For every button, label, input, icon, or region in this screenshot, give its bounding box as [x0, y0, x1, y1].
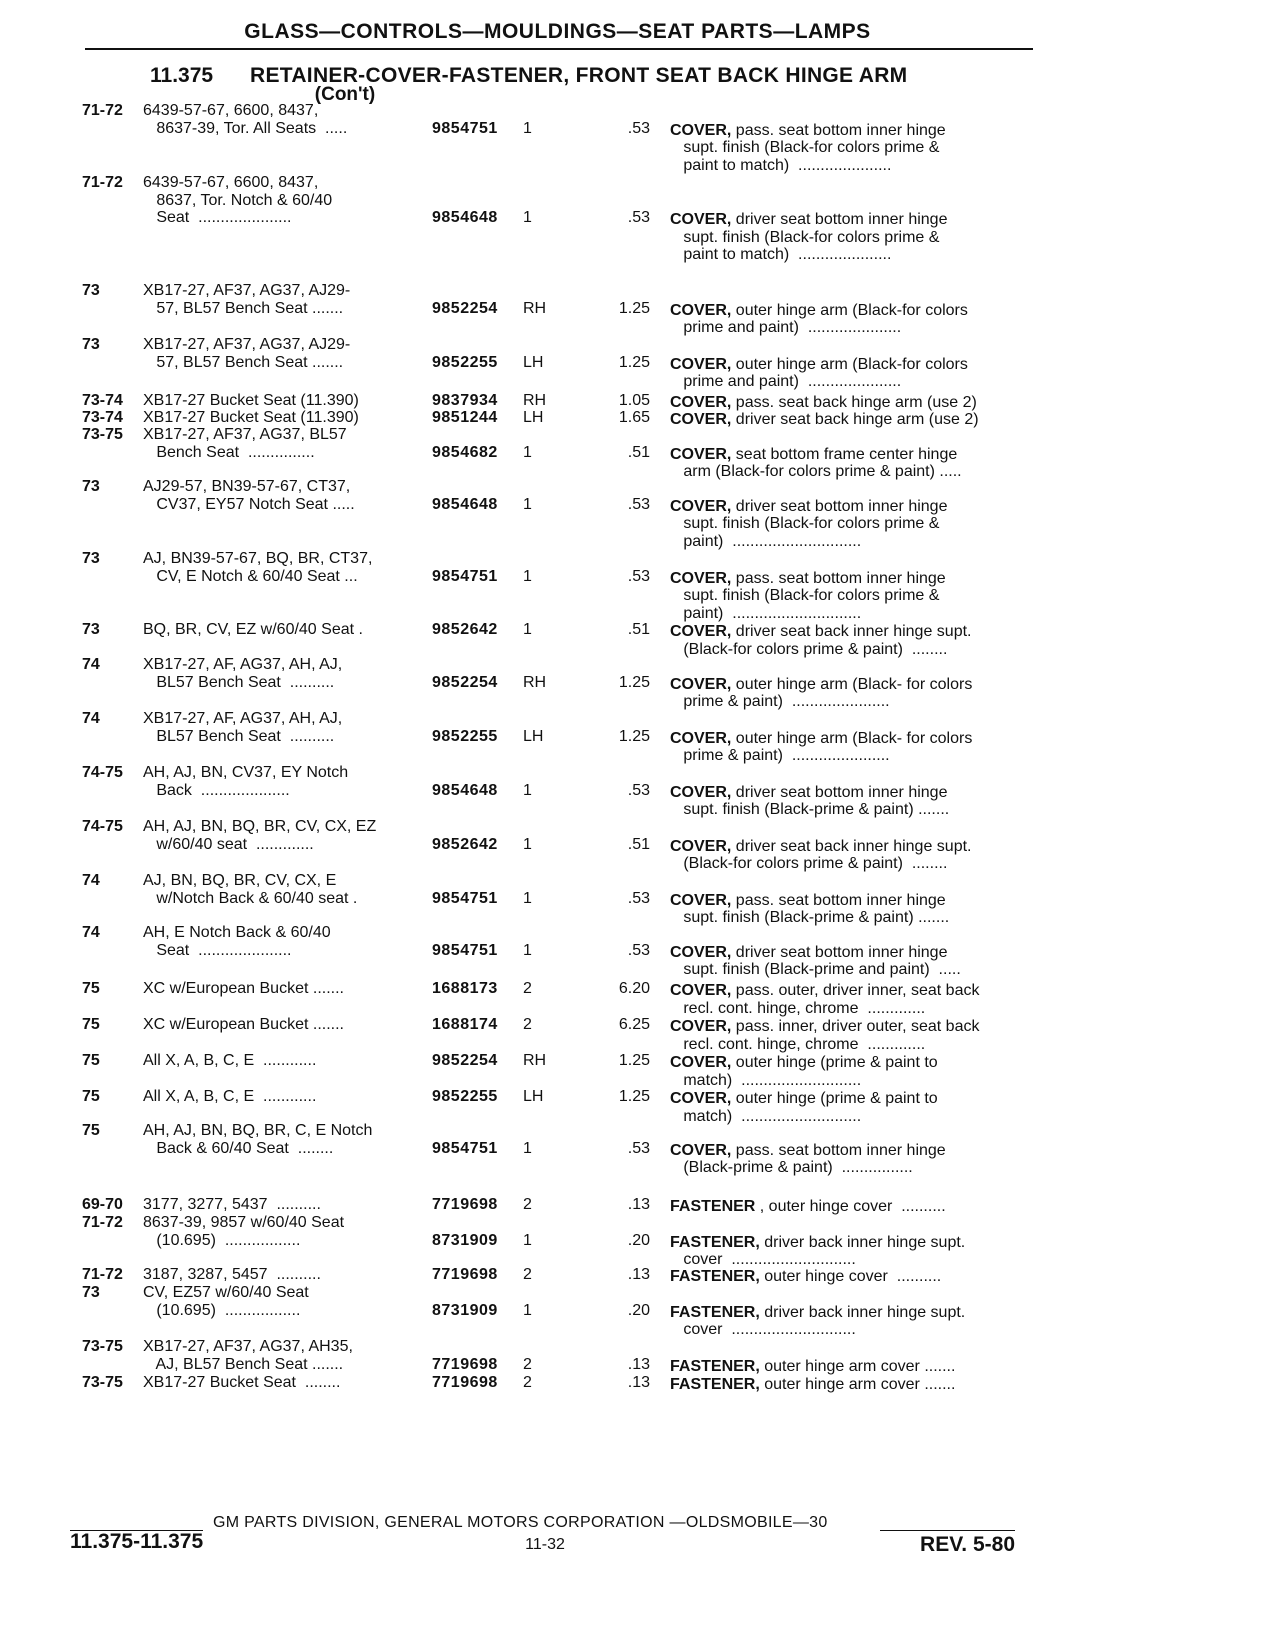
entry-description — [670, 838, 1028, 873]
entry-description — [670, 498, 1028, 551]
entry-part-number: 9852254 — [432, 299, 498, 317]
entry-part-number: 9854751 — [432, 889, 498, 907]
entry-part-number: 9854751 — [432, 119, 498, 137]
entry-model: XB17-27, AF37, AG37, AJ29- 57, BL57 Bench Seat ....... — [143, 282, 351, 317]
entry-model: XC w/European Bucket ....... — [143, 980, 344, 997]
entry-part-number: 9852642 — [432, 621, 498, 638]
entry-quantity: 1 — [523, 567, 532, 585]
entry-description-keyword: COVER, — [670, 1054, 732, 1071]
entry-price: .51 — [627, 443, 650, 461]
entry-quantity: 2 — [523, 1374, 532, 1391]
entry-price: .53 — [627, 941, 650, 959]
entry-model: XB17-27, AF37, AG37, BL57 Bench Seat ............... — [143, 426, 347, 461]
entry-part-number: 8731909 — [432, 1231, 498, 1249]
entry-part-number: 9852255 — [432, 1088, 498, 1105]
entry-price: .53 — [627, 567, 650, 585]
entry-description-keyword: FASTENER, — [670, 1233, 760, 1251]
footer-section-range: 11.375-11.375 — [70, 1530, 204, 1553]
entry-year: 73-74 — [82, 392, 123, 409]
entry-description — [670, 623, 1028, 658]
entry-quantity: RH — [523, 392, 547, 409]
entry-part-number: 1688173 — [432, 980, 498, 997]
entry-model: All X, A, B, C, E ............ — [143, 1088, 317, 1105]
entry-quantity: LH — [523, 409, 544, 426]
entry-description — [670, 1268, 1028, 1286]
entry-model: AJ, BN, BQ, BR, CV, CX, E w/Notch Back & 60/40 seat . — [143, 872, 358, 907]
entry-description-text: pass. outer, driver inner, seat back recl. cont. hinge, chrome ............. — [683, 982, 980, 1017]
entry-model: XB17-27 Bucket Seat (11.390) — [143, 409, 359, 426]
entry-model: AH, E Notch Back & 60/40 Seat ..................... — [143, 924, 331, 959]
entry-description-keyword: COVER, — [670, 1141, 732, 1159]
page-header-title: GLASS—CONTROLS—MOULDINGS—SEAT PARTS—LAMPS — [244, 20, 871, 43]
entry-description — [670, 411, 1028, 429]
entry-part-number: 9852255 — [432, 353, 498, 371]
entry-quantity: LH — [523, 353, 544, 371]
entry-part-number: 9837934 — [432, 392, 498, 409]
entry-description-text: outer hinge (prime & paint to match) ........................... — [683, 1090, 938, 1125]
entry-quantity: 2 — [523, 1266, 532, 1283]
entry-description-text: seat bottom frame center hinge arm (Black-for colors prime & paint) ..... — [683, 445, 962, 480]
entry-price: 6.25 — [618, 1016, 650, 1033]
entry-description-keyword: COVER, — [670, 943, 732, 961]
footer-revision: REV. 5-80 — [920, 1533, 1015, 1556]
entry-quantity: 1 — [523, 209, 532, 226]
entry-year: 73-75 — [82, 1338, 123, 1355]
entry-part-number: 9852642 — [432, 835, 498, 853]
entry-part-number: 9854751 — [432, 941, 498, 959]
entry-description-keyword: COVER, — [670, 675, 732, 693]
entry-description-keyword: FASTENER, — [670, 1376, 760, 1393]
entry-year: 74-75 — [82, 764, 123, 781]
entry-description-keyword: FASTENER, — [670, 1357, 760, 1375]
entry-year: 71-72 — [82, 174, 123, 191]
entry-year: 73 — [82, 621, 100, 638]
entry-model: AJ29-57, BN39-57-67, CT37, CV37, EY57 Notch Seat ..... — [143, 478, 355, 513]
entry-year: 69-70 — [82, 1196, 123, 1213]
entry-price: 1.25 — [618, 1052, 650, 1069]
entry-quantity: LH — [523, 727, 544, 745]
entry-quantity: 1 — [523, 1139, 532, 1157]
entry-description — [670, 730, 1028, 765]
entry-year: 74 — [82, 656, 100, 673]
entry-description-text: , outer hinge cover .......... — [755, 1198, 946, 1215]
entry-description-text: driver back inner hinge supt. cover ............................ — [683, 1233, 966, 1268]
entry-year: 73 — [82, 1284, 100, 1301]
entry-description-text: pass. seat bottom inner hinge (Black-prime & paint) ................ — [683, 1141, 946, 1176]
entry-price: 6.20 — [618, 980, 650, 997]
entry-year: 75 — [82, 1052, 100, 1069]
entry-quantity: 1 — [523, 1231, 532, 1249]
entry-part-number: 9854648 — [432, 495, 498, 513]
entry-year: 75 — [82, 1016, 100, 1033]
entry-price: .13 — [627, 1355, 650, 1373]
entry-model: 8637-39, 9857 w/60/40 Seat (10.695) ................. — [143, 1214, 345, 1249]
entry-year: 75 — [82, 980, 100, 997]
entry-description — [670, 1142, 1028, 1177]
entry-description — [670, 302, 1028, 337]
entry-year: 73-74 — [82, 409, 123, 426]
entry-description-text: driver seat bottom inner hinge supt. finish (Black-prime and paint) ..... — [683, 943, 961, 978]
entry-quantity: 2 — [523, 1196, 532, 1213]
entry-price: 1.65 — [618, 409, 650, 426]
entry-description — [670, 1376, 1028, 1394]
entry-part-number: 9854648 — [432, 209, 498, 226]
entry-description-keyword: FASTENER, — [670, 1303, 760, 1321]
entry-model: XB17-27 Bucket Seat ........ — [143, 1374, 341, 1391]
entry-description-text: driver seat bottom inner hinge supt. finish (Black-prime & paint) ....... — [683, 783, 950, 818]
entry-description-text: outer hinge arm cover ....... — [759, 1376, 956, 1393]
entry-part-number: 8731909 — [432, 1301, 498, 1319]
entry-description-keyword: COVER, — [670, 355, 732, 373]
entry-description-keyword: COVER, — [670, 121, 732, 139]
entry-quantity: 1 — [523, 119, 532, 137]
entry-part-number: 7719698 — [432, 1196, 498, 1213]
entry-quantity: 1 — [523, 1301, 532, 1319]
entry-quantity: 2 — [523, 1355, 532, 1373]
entry-description-text: outer hinge arm (Black- for colors prime & paint) ...................... — [683, 729, 973, 764]
entry-quantity: 2 — [523, 1016, 532, 1033]
entry-description-keyword: COVER, — [670, 729, 732, 747]
entry-description-text: driver back inner hinge supt. cover ............................ — [683, 1303, 966, 1338]
entry-price: .13 — [627, 1266, 650, 1283]
entry-description-text: driver seat bottom inner hinge supt. finish (Black-for colors prime & paint) ............................. — [683, 497, 948, 550]
header-rule — [85, 48, 1033, 50]
entry-model: 3187, 3287, 5457 .......... — [143, 1266, 321, 1283]
entry-description-text: outer hinge arm cover ....... — [759, 1357, 956, 1375]
footer-page-number: 11-32 — [525, 1536, 565, 1553]
entry-year: 74 — [82, 924, 100, 941]
entry-price: 1.05 — [618, 392, 650, 409]
entry-description — [670, 356, 1028, 391]
entry-year: 73 — [82, 550, 100, 567]
entry-price: 1.25 — [618, 299, 650, 317]
entry-model: AH, AJ, BN, BQ, BR, CV, CX, EZ w/60/40 seat ............. — [143, 818, 377, 853]
entry-part-number: 7719698 — [432, 1355, 498, 1373]
entry-description-text: driver seat back inner hinge supt. (Black-for colors prime & paint) ........ — [683, 837, 972, 872]
entry-year: 73 — [82, 282, 100, 299]
entry-description — [670, 122, 1028, 175]
entry-year: 71-72 — [82, 1214, 123, 1231]
entry-model: CV, EZ57 w/60/40 Seat (10.695) ................. — [143, 1284, 309, 1319]
entry-year: 73 — [82, 336, 100, 353]
entry-part-number: 1688174 — [432, 1016, 498, 1033]
entry-description — [670, 1304, 1028, 1339]
entry-description-keyword: FASTENER, — [670, 1268, 760, 1285]
entry-description-text: pass. seat back hinge arm (use 2) — [731, 394, 977, 411]
entry-model: AH, AJ, BN, BQ, BR, C, E Notch Back & 60/40 Seat ........ — [143, 1122, 373, 1157]
entry-quantity: 1 — [523, 941, 532, 959]
entry-model: 6439-57-67, 6600, 8437, 8637, Tor. Notch & 60/40 Seat ..................... — [143, 174, 333, 226]
entry-model: AH, AJ, BN, CV37, EY Notch Back .................... — [143, 764, 349, 799]
footer-rule-right — [880, 1530, 1015, 1531]
entry-description-text: driver seat back hinge arm (use 2) — [731, 411, 979, 428]
footer-publisher: GM PARTS DIVISION, GENERAL MOTORS CORPORATION —OLDSMOBILE—30 — [213, 1514, 828, 1531]
entry-year: 74 — [82, 872, 100, 889]
entry-description — [670, 446, 1028, 481]
entry-model: 3177, 3277, 5437 .......... — [143, 1196, 321, 1213]
entry-price: 1.25 — [618, 353, 650, 371]
entry-description-text: driver seat back inner hinge supt. (Black-for colors prime & paint) ........ — [683, 623, 972, 658]
entry-quantity: 2 — [523, 980, 532, 997]
entry-quantity: 1 — [523, 495, 532, 513]
entry-model: XB17-27, AF37, AG37, AH35, AJ, BL57 Bench Seat ....... — [143, 1338, 353, 1373]
entry-description — [670, 1198, 1028, 1216]
entry-price: .13 — [627, 1374, 650, 1391]
entry-description — [670, 784, 1028, 819]
entry-model: All X, A, B, C, E ............ — [143, 1052, 317, 1069]
entry-description — [670, 211, 1028, 264]
entry-price: .53 — [627, 209, 650, 226]
entry-description-text: driver seat bottom inner hinge supt. finish (Black-for colors prime & paint to match) ..................... — [683, 211, 948, 263]
entry-description — [670, 1090, 1028, 1125]
entry-price: .53 — [627, 1139, 650, 1157]
entry-description-text: pass. seat bottom inner hinge supt. finish (Black-prime & paint) ....... — [683, 891, 950, 926]
entry-part-number: 9854751 — [432, 567, 498, 585]
entry-price: 1.25 — [618, 1088, 650, 1105]
entry-description-keyword: COVER, — [670, 411, 732, 428]
entry-part-number: 7719698 — [432, 1266, 498, 1283]
entry-year: 73-75 — [82, 1374, 123, 1391]
entry-description-text: outer hinge arm (Black-for colors prime and paint) ..................... — [683, 355, 968, 390]
entry-part-number: 7719698 — [432, 1374, 498, 1391]
section-subtitle: (Con't) — [314, 84, 376, 105]
entry-description — [670, 570, 1028, 623]
entry-year: 75 — [82, 1122, 100, 1139]
entry-price: .13 — [627, 1196, 650, 1213]
entry-price: .20 — [627, 1231, 650, 1249]
entry-description-keyword: COVER, — [670, 211, 732, 228]
entry-price: .20 — [627, 1301, 650, 1319]
entry-description-keyword: COVER, — [670, 623, 732, 640]
entry-model: XB17-27, AF, AG37, AH, AJ, BL57 Bench Seat .......... — [143, 656, 343, 691]
entry-description-keyword: COVER, — [670, 1090, 732, 1107]
entry-quantity: 1 — [523, 889, 532, 907]
entry-description-text: outer hinge (prime & paint to match) ........................... — [683, 1054, 938, 1089]
entry-description-keyword: COVER, — [670, 783, 732, 801]
entry-model: AJ, BN39-57-67, BQ, BR, CT37, CV, E Notch & 60/40 Seat ... — [143, 550, 373, 585]
entry-description-keyword: COVER, — [670, 982, 732, 999]
entry-description-keyword: COVER, — [670, 837, 732, 855]
entry-description-keyword: COVER, — [670, 497, 732, 515]
entry-description-text: pass. inner, driver outer, seat back recl. cont. hinge, chrome ............. — [683, 1018, 980, 1053]
entry-model: XB17-27, AF37, AG37, AJ29- 57, BL57 Bench Seat ....... — [143, 336, 351, 371]
entry-description-text: pass. seat bottom inner hinge supt. finish (Black-for colors prime & paint) ............................. — [683, 569, 946, 622]
entry-quantity: 1 — [523, 781, 532, 799]
entry-description-keyword: COVER, — [670, 569, 732, 587]
entry-price: .53 — [627, 781, 650, 799]
section-number: 11.375 — [150, 64, 214, 87]
entry-price: 1.25 — [618, 727, 650, 745]
entry-quantity: RH — [523, 299, 547, 317]
entry-description — [670, 676, 1028, 711]
entry-description-text: pass. seat bottom inner hinge supt. finish (Black-for colors prime & paint to match) ..................... — [683, 121, 946, 174]
entry-price: 1.25 — [618, 673, 650, 691]
entry-quantity: 1 — [523, 621, 532, 638]
entry-price: .51 — [627, 621, 650, 638]
entry-description-text: outer hinge arm (Black- for colors prime & paint) ...................... — [683, 675, 973, 710]
entry-price: .51 — [627, 835, 650, 853]
entry-description-text: outer hinge arm (Black-for colors prime and paint) ..................... — [683, 301, 968, 336]
entry-model: 6439-57-67, 6600, 8437, 8637-39, Tor. All Seats ..... — [143, 102, 348, 137]
entry-part-number: 9854751 — [432, 1139, 498, 1157]
entry-description — [670, 1234, 1028, 1269]
entry-quantity: RH — [523, 673, 547, 691]
entry-part-number: 9854682 — [432, 443, 498, 461]
entry-description-keyword: COVER, — [670, 445, 732, 463]
entry-description — [670, 1358, 1028, 1376]
entry-description-keyword: COVER, — [670, 891, 732, 909]
entry-price: .53 — [627, 119, 650, 137]
entry-part-number: 9852254 — [432, 673, 498, 691]
entry-year: 71-72 — [82, 102, 123, 119]
section-title: RETAINER-COVER-FASTENER, FRONT SEAT BACK HINGE ARM — [250, 64, 908, 87]
entry-description — [670, 944, 1028, 979]
entry-year: 73 — [82, 478, 100, 495]
entry-part-number: 9851244 — [432, 409, 498, 426]
entry-description — [670, 394, 1028, 412]
entry-description-text: outer hinge cover .......... — [759, 1268, 942, 1285]
entry-description — [670, 892, 1028, 927]
entry-model: XB17-27, AF, AG37, AH, AJ, BL57 Bench Seat .......... — [143, 710, 343, 745]
entry-description-keyword: COVER, — [670, 394, 732, 411]
entry-model: XC w/European Bucket ....... — [143, 1016, 344, 1033]
entry-price: .53 — [627, 495, 650, 513]
entry-description-keyword: COVER, — [670, 1018, 732, 1035]
entry-part-number: 9852254 — [432, 1052, 498, 1069]
entry-part-number: 9854648 — [432, 781, 498, 799]
entry-year: 71-72 — [82, 1266, 123, 1283]
entry-year: 75 — [82, 1088, 100, 1105]
entry-description-keyword: FASTENER — [670, 1198, 756, 1215]
entry-quantity: 1 — [523, 443, 532, 461]
entry-year: 74-75 — [82, 818, 123, 835]
entry-description — [670, 1054, 1028, 1089]
entry-model: XB17-27 Bucket Seat (11.390) — [143, 392, 359, 409]
entry-year: 73-75 — [82, 426, 123, 443]
entry-year: 74 — [82, 710, 100, 727]
entry-price: .53 — [627, 889, 650, 907]
entry-model: BQ, BR, CV, EZ w/60/40 Seat . — [143, 621, 363, 638]
entry-description — [670, 1018, 1028, 1053]
entry-description-keyword: COVER, — [670, 301, 732, 319]
entry-description — [670, 982, 1028, 1017]
entry-quantity: 1 — [523, 835, 532, 853]
entry-part-number: 9852255 — [432, 727, 498, 745]
entry-quantity: RH — [523, 1052, 547, 1069]
entry-quantity: LH — [523, 1088, 544, 1105]
